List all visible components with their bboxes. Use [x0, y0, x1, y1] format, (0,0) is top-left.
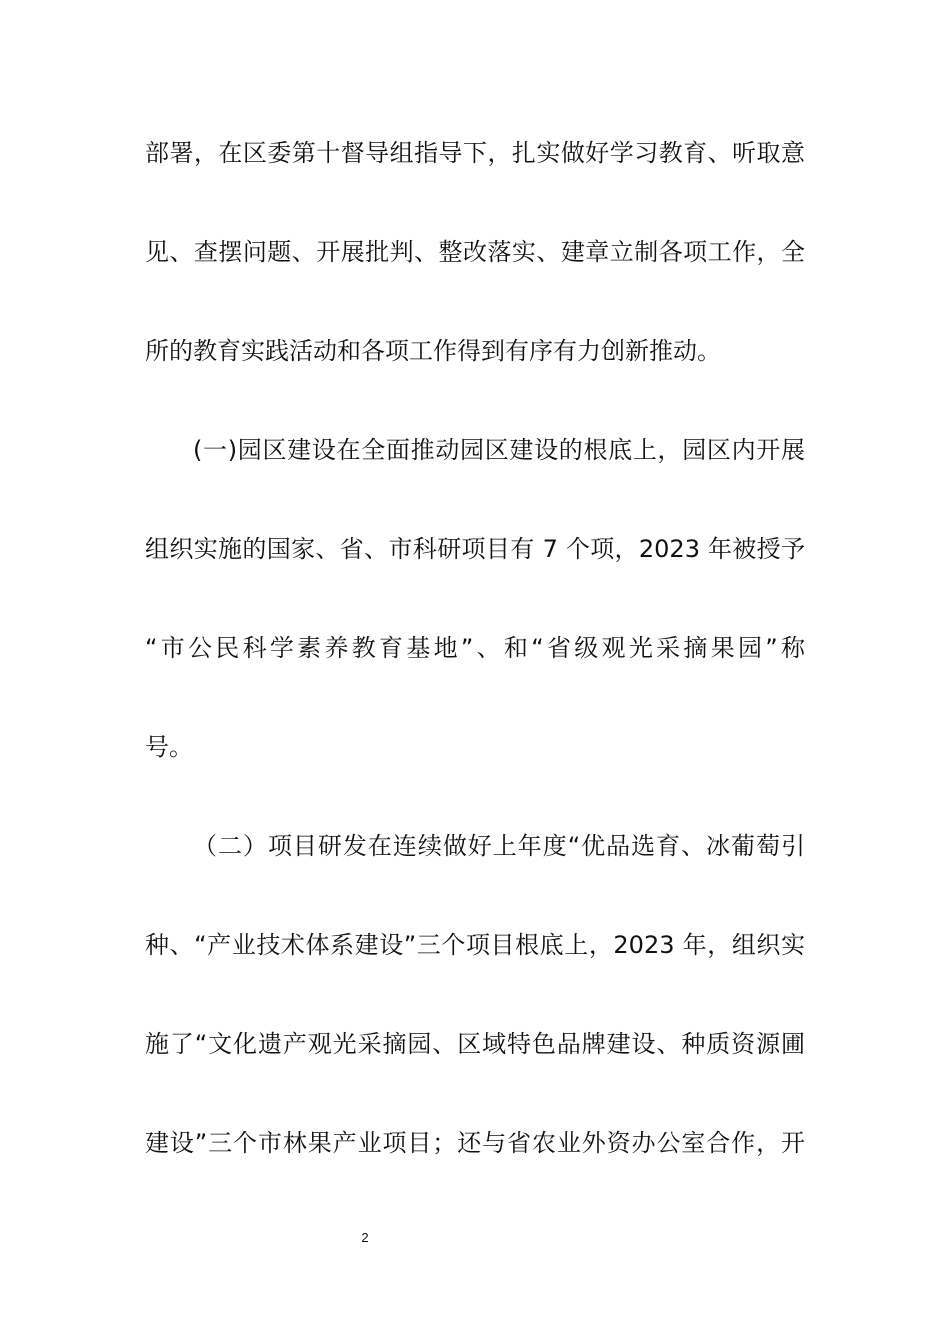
text-line: 所的教育实践活动和各项工作得到有序有力创新推动。 — [145, 337, 721, 365]
text-line: 组织实施的国家、省、市科研项目有 7 个项，2023 年被授予 — [145, 535, 805, 563]
text-line: 建设”三个市林果产业项目；还与省农业外资办公室合作，开 — [145, 1129, 805, 1157]
text-line: 种、“产业技术体系建设”三个项目根底上，2023 年，组织实 — [145, 931, 805, 959]
text-line: 施了“文化遗产观光采摘园、区域特色品牌建设、种质资源圃 — [145, 1030, 805, 1058]
text-line: 部署，在区委第十督导组指导下，扎实做好学习教育、听取意 — [145, 139, 805, 167]
paragraph-first-line: (一)园区建设在全面推动园区建设的根底上，园区内开展 — [193, 436, 805, 464]
text-line: “市公民科学素养教育基地”、和“省级观光采摘果园”称 — [145, 634, 805, 662]
text-line: 见、查摆问题、开展批判、整改落实、建章立制各项工作，全 — [145, 238, 805, 266]
page-number: 2 — [361, 1230, 369, 1245]
text-line: 号。 — [145, 733, 193, 761]
paragraph-first-line: （二）项目研发在连续做好上年度“优品选育、冰葡萄引 — [193, 832, 805, 860]
